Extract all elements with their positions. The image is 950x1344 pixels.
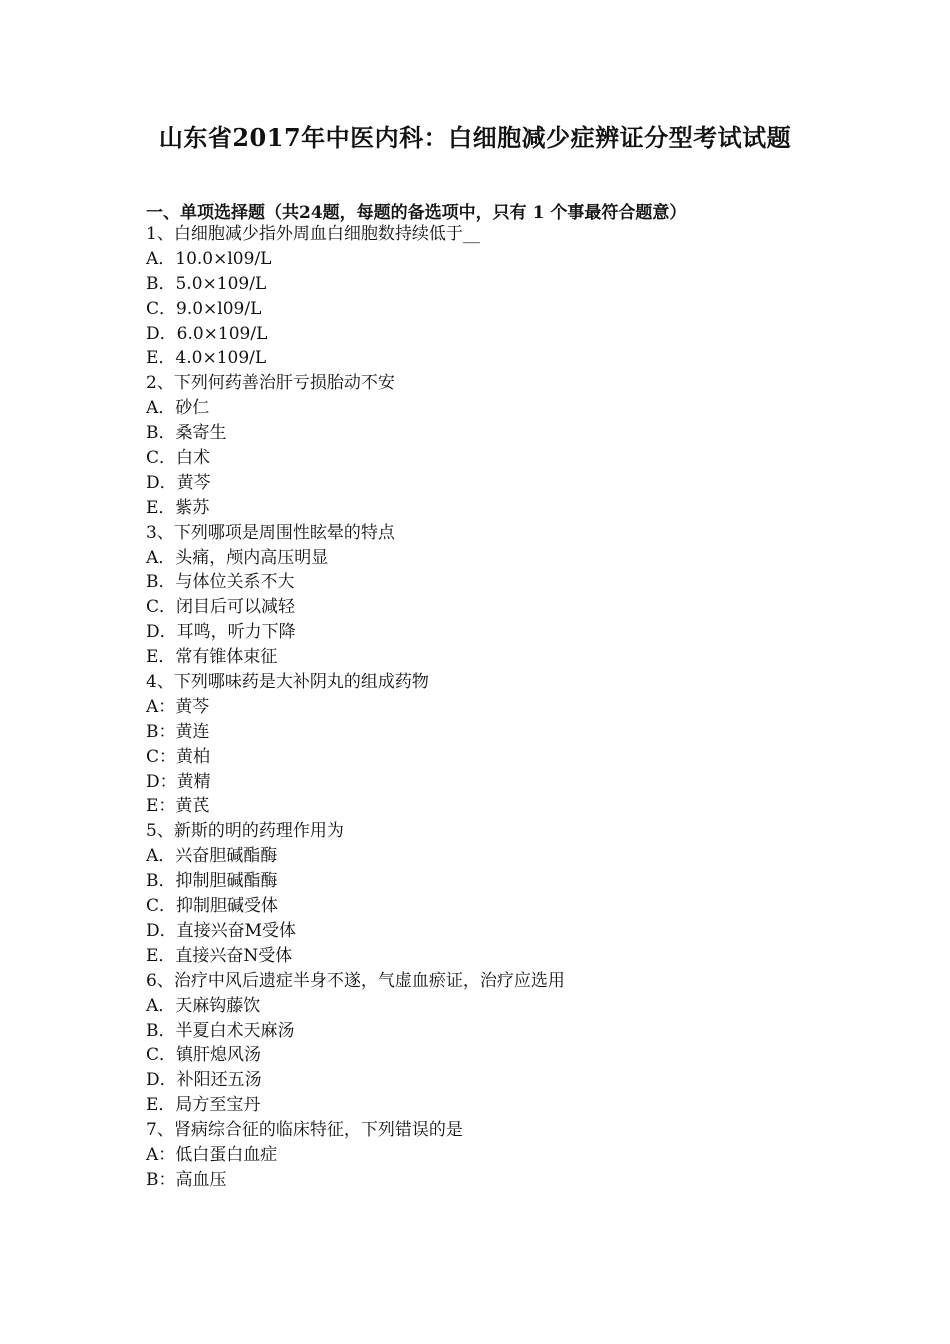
answer-option: D．耳鸣，听力下降 [146,622,296,643]
answer-option: C．9.0×l09/L [146,298,262,319]
answer-option: E．4.0×109/L [146,348,267,369]
answer-option: A．10.0×l09/L [146,248,272,269]
answer-option: D：黄精 [146,771,211,792]
question-stem: 5、新斯的明的药理作用为 [146,821,344,842]
answer-option: B．与体位关系不大 [146,572,295,593]
answer-option: B．半夏白术天麻汤 [146,1020,295,1041]
answer-option: B．5.0×109/L [146,273,267,294]
document-title: 山东省2017年中医内科：白细胞减少症辨证分型考试试题 [158,123,792,152]
question-stem: 4、下列哪味药是大补阴丸的组成药物 [146,672,429,693]
section-heading: 一、单项选择题（共24题，每题的备选项中，只有 1 个事最符合题意） [146,203,687,223]
answer-option: B：黄连 [146,721,210,742]
answer-option: B．抑制胆碱酯酶 [146,871,278,892]
question-stem: 1、白细胞减少指外周血白细胞数持续低于__ [146,224,480,244]
question-stem: 2、下列何药善治肝亏损胎动不安 [146,373,395,394]
answer-option: E．直接兴奋N受体 [146,945,293,966]
answer-option: A：黄芩 [146,696,210,717]
answer-option: E．常有锥体束征 [146,647,278,668]
answer-option: A．天麻钩藤饮 [146,995,261,1016]
answer-option: E：黄芪 [146,796,210,817]
question-list [146,222,866,1193]
answer-option: D．补阳还五汤 [146,1070,262,1091]
answer-option: C．镇肝熄风汤 [146,1045,262,1066]
question-stem: 6、治疗中风后遗症半身不遂，气虚血瘀证，治疗应选用 [146,970,565,991]
answer-option: C．闭目后可以减轻 [146,597,296,618]
answer-option: E．局方至宝丹 [146,1095,261,1116]
answer-option: D．黄芩 [146,472,211,493]
answer-option: C．抑制胆碱受体 [146,896,279,917]
answer-option: B．桑寄生 [146,423,227,444]
question-stem: 7、肾病综合征的临床特征，下列错误的是 [146,1120,463,1141]
answer-option: C．白术 [146,448,211,469]
answer-option: A．兴奋胆碱酯酶 [146,846,278,867]
answer-option: A：低白蛋白血症 [146,1144,278,1165]
answer-option: D．6.0×109/L [146,323,268,344]
answer-option: E．紫苏 [146,497,210,518]
question-stem: 3、下列哪项是周围性眩晕的特点 [146,522,395,543]
answer-option: A．头痛，颅内高压明显 [146,547,329,568]
answer-option: D．直接兴奋M受体 [146,920,297,941]
answer-option: A．砂仁 [146,398,210,419]
answer-option: B：高血压 [146,1169,227,1190]
answer-option: C：黄柏 [146,746,211,767]
